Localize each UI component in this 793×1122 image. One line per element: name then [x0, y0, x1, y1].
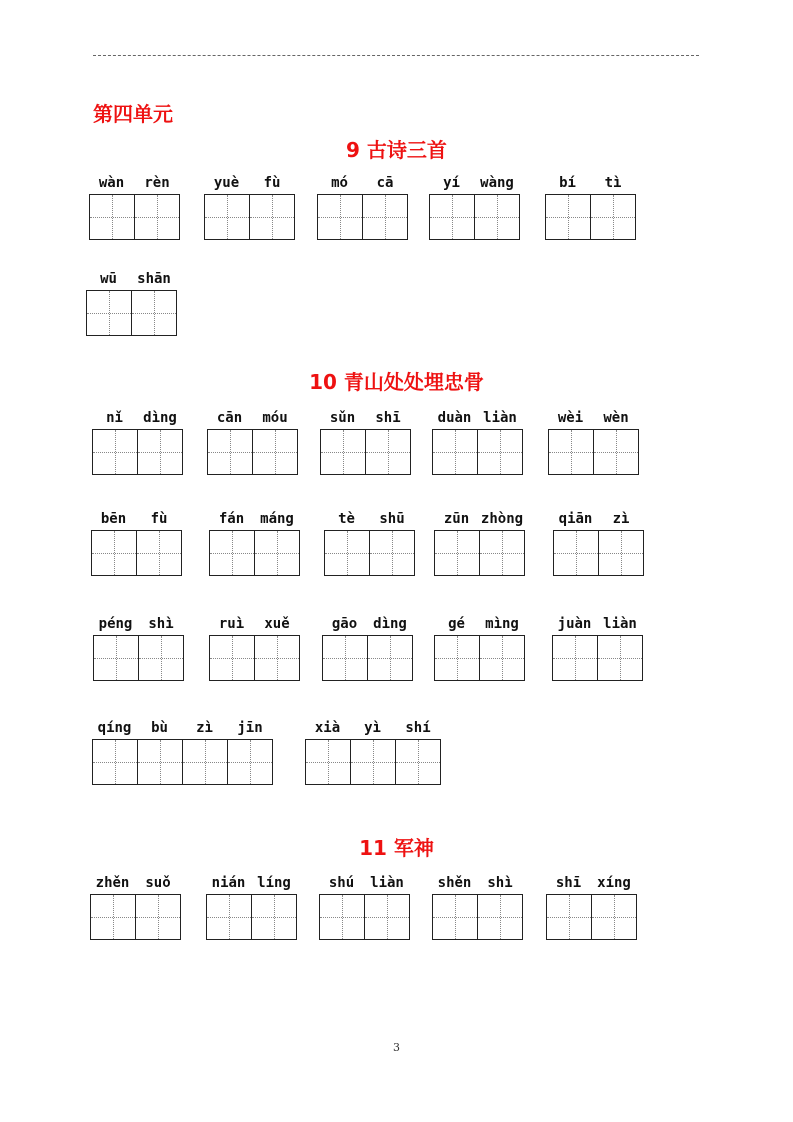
writing-grid	[90, 894, 180, 940]
writing-grid	[89, 194, 179, 240]
tianzige-box[interactable]	[131, 290, 177, 336]
pinyin-syllable: dìng	[373, 616, 407, 632]
pinyin-syllable: bēn	[100, 511, 127, 527]
tianzige-box[interactable]	[477, 429, 523, 475]
tianzige-box[interactable]	[395, 739, 441, 785]
tianzige-box[interactable]	[252, 429, 298, 475]
tianzige-box[interactable]	[593, 429, 639, 475]
pinyin-label	[91, 509, 182, 529]
writing-grid	[553, 530, 643, 576]
tianzige-box[interactable]	[320, 429, 366, 475]
pinyin-syllable: líng	[257, 875, 291, 891]
pinyin-syllable: tì	[604, 175, 622, 191]
pinyin-syllable: xuě	[264, 616, 290, 632]
tianzige-box[interactable]	[251, 894, 297, 940]
tianzige-box[interactable]	[136, 530, 182, 576]
writing-grid	[92, 739, 272, 785]
tianzige-box[interactable]	[319, 894, 365, 940]
writing-grid	[204, 194, 294, 240]
pinyin-syllable: wèi	[557, 410, 584, 426]
tianzige-box[interactable]	[364, 894, 410, 940]
pinyin-syllable: cān	[216, 410, 243, 426]
unit-title: 第四单元	[93, 102, 173, 126]
tianzige-box[interactable]	[432, 894, 478, 940]
tianzige-box[interactable]	[432, 429, 478, 475]
tianzige-box[interactable]	[89, 194, 135, 240]
writing-grid	[92, 429, 182, 475]
pinyin-label	[320, 408, 411, 428]
writing-grid	[548, 429, 638, 475]
pinyin-label	[204, 173, 295, 193]
writing-grid	[432, 429, 522, 475]
pinyin-syllable: wū	[100, 271, 117, 287]
tianzige-box[interactable]	[477, 894, 523, 940]
writing-grid	[305, 739, 440, 785]
pinyin-label	[92, 408, 183, 428]
writing-grid	[209, 530, 299, 576]
pinyin-syllable: yì	[364, 720, 381, 736]
tianzige-box[interactable]	[429, 194, 475, 240]
tianzige-box[interactable]	[92, 429, 138, 475]
writing-grid	[432, 894, 522, 940]
tianzige-box[interactable]	[591, 894, 637, 940]
pinyin-syllable: shì	[487, 875, 513, 891]
tianzige-box[interactable]	[93, 635, 139, 681]
tianzige-box[interactable]	[207, 429, 253, 475]
writing-grid	[206, 894, 296, 940]
pinyin-label	[429, 173, 520, 193]
tianzige-box[interactable]	[479, 635, 525, 681]
tianzige-box[interactable]	[365, 429, 411, 475]
writing-grid	[546, 894, 636, 940]
pinyin-label	[90, 873, 181, 893]
writing-grid	[209, 635, 299, 681]
pinyin-syllable: ruì	[218, 616, 245, 632]
pinyin-syllable: yí	[443, 175, 460, 191]
writing-grid	[552, 635, 642, 681]
tianzige-box[interactable]	[545, 194, 591, 240]
pinyin-syllable: shī	[375, 410, 401, 426]
tianzige-box[interactable]	[137, 429, 183, 475]
pinyin-label	[89, 173, 180, 193]
pinyin-syllable: shì	[148, 616, 174, 632]
pinyin-syllable: fù	[150, 511, 168, 527]
pinyin-label	[305, 718, 441, 738]
writing-grid	[322, 635, 412, 681]
pinyin-label	[432, 408, 523, 428]
pinyin-syllable: shān	[137, 271, 171, 287]
pinyin-syllable: jīn	[237, 720, 263, 736]
tianzige-box[interactable]	[324, 530, 370, 576]
pinyin-syllable: gé	[448, 616, 465, 632]
writing-grid	[86, 290, 176, 336]
pinyin-syllable: tè	[338, 511, 355, 527]
pinyin-label	[86, 269, 177, 289]
pinyin-syllable: gāo	[331, 616, 358, 632]
pinyin-syllable: nǐ	[106, 410, 123, 426]
tianzige-box[interactable]	[138, 635, 184, 681]
tianzige-box[interactable]	[362, 194, 408, 240]
pinyin-syllable: suǒ	[145, 875, 171, 891]
pinyin-syllable: zì	[196, 720, 213, 736]
pinyin-syllable: xià	[314, 720, 341, 736]
pinyin-syllable: zūn	[443, 511, 470, 527]
pinyin-syllable: juàn	[557, 616, 592, 632]
pinyin-syllable: shú	[328, 875, 355, 891]
pinyin-label	[319, 873, 410, 893]
tianzige-box[interactable]	[91, 530, 137, 576]
tianzige-box[interactable]	[90, 894, 136, 940]
tianzige-box[interactable]	[182, 739, 228, 785]
tianzige-box[interactable]	[86, 290, 132, 336]
pinyin-label	[209, 509, 300, 529]
pinyin-syllable: shěn	[437, 875, 472, 891]
pinyin-label	[92, 718, 273, 738]
tianzige-box[interactable]	[249, 194, 295, 240]
pinyin-label	[546, 873, 637, 893]
pinyin-label	[322, 614, 413, 634]
pinyin-syllable: zhěn	[95, 875, 130, 891]
tianzige-box[interactable]	[369, 530, 415, 576]
pinyin-label	[432, 873, 523, 893]
pinyin-label	[552, 614, 643, 634]
pinyin-syllable: liàn	[603, 616, 637, 632]
writing-grid	[324, 530, 414, 576]
tianzige-box[interactable]	[254, 530, 300, 576]
writing-grid	[434, 635, 524, 681]
tianzige-box[interactable]	[350, 739, 396, 785]
pinyin-label	[93, 614, 184, 634]
pinyin-syllable: cā	[376, 175, 394, 191]
header-dashed-line	[93, 55, 699, 56]
tianzige-box[interactable]	[209, 635, 255, 681]
tianzige-box[interactable]	[434, 530, 480, 576]
tianzige-box[interactable]	[598, 530, 644, 576]
tianzige-box[interactable]	[305, 739, 351, 785]
tianzige-box[interactable]	[552, 635, 598, 681]
pinyin-label	[324, 509, 415, 529]
writing-grid	[545, 194, 635, 240]
pinyin-syllable: wàng	[480, 175, 514, 191]
pinyin-syllable: shí	[405, 720, 431, 736]
pinyin-syllable: duàn	[437, 410, 472, 426]
pinyin-syllable: nián	[211, 875, 246, 891]
lesson-title-10: 10 青山处处埋忠骨	[309, 370, 484, 394]
tianzige-box[interactable]	[474, 194, 520, 240]
pinyin-syllable: bù	[151, 720, 168, 736]
writing-grid	[91, 530, 181, 576]
lesson-title-9: 9 古诗三首	[346, 138, 447, 162]
pinyin-label	[207, 408, 298, 428]
pinyin-syllable: liàn	[370, 875, 404, 891]
tianzige-box[interactable]	[254, 635, 300, 681]
tianzige-box[interactable]	[546, 894, 592, 940]
pinyin-syllable: sǔn	[329, 410, 356, 426]
pinyin-syllable: liàn	[483, 410, 517, 426]
tianzige-box[interactable]	[590, 194, 636, 240]
pinyin-syllable: mó	[331, 175, 348, 191]
tianzige-box[interactable]	[553, 530, 599, 576]
pinyin-syllable: qíng	[97, 720, 132, 736]
writing-grid	[317, 194, 407, 240]
pinyin-syllable: fán	[218, 511, 245, 527]
pinyin-syllable: wàn	[98, 175, 125, 191]
writing-grid	[319, 894, 409, 940]
tianzige-box[interactable]	[227, 739, 273, 785]
pinyin-syllable: fù	[263, 175, 281, 191]
pinyin-syllable: máng	[260, 511, 294, 527]
pinyin-syllable: zhòng	[480, 511, 524, 527]
tianzige-box[interactable]	[92, 739, 138, 785]
pinyin-syllable: qiān	[558, 511, 593, 527]
pinyin-syllable: shū	[379, 511, 405, 527]
pinyin-syllable: zì	[612, 511, 630, 527]
pinyin-label	[209, 614, 300, 634]
lesson-title-11: 11 军神	[359, 836, 434, 860]
tianzige-box[interactable]	[548, 429, 594, 475]
pinyin-syllable: móu	[262, 410, 288, 426]
pinyin-syllable: mìng	[485, 616, 519, 632]
tianzige-box[interactable]	[317, 194, 363, 240]
tianzige-box[interactable]	[597, 635, 643, 681]
tianzige-box[interactable]	[434, 635, 480, 681]
writing-grid	[207, 429, 297, 475]
pinyin-label	[545, 173, 636, 193]
pinyin-syllable: xíng	[597, 875, 631, 891]
tianzige-box[interactable]	[134, 194, 180, 240]
pinyin-label	[434, 614, 525, 634]
page-number: 3	[393, 1041, 400, 1054]
writing-grid	[429, 194, 519, 240]
tianzige-box[interactable]	[135, 894, 181, 940]
tianzige-box[interactable]	[479, 530, 525, 576]
pinyin-syllable: wèn	[603, 410, 629, 426]
tianzige-box[interactable]	[209, 530, 255, 576]
pinyin-syllable: péng	[98, 616, 133, 632]
pinyin-syllable: yuè	[213, 175, 240, 191]
tianzige-box[interactable]	[206, 894, 252, 940]
writing-grid	[320, 429, 410, 475]
tianzige-box[interactable]	[322, 635, 368, 681]
pinyin-syllable: bí	[559, 175, 576, 191]
tianzige-box[interactable]	[204, 194, 250, 240]
pinyin-label	[206, 873, 297, 893]
pinyin-syllable: dìng	[143, 410, 177, 426]
writing-grid	[434, 530, 524, 576]
pinyin-label	[317, 173, 408, 193]
pinyin-label	[434, 509, 525, 529]
pinyin-syllable: shī	[555, 875, 582, 891]
writing-grid	[93, 635, 183, 681]
pinyin-label	[548, 408, 639, 428]
pinyin-syllable: rèn	[144, 175, 170, 191]
pinyin-label	[553, 509, 644, 529]
tianzige-box[interactable]	[367, 635, 413, 681]
tianzige-box[interactable]	[137, 739, 183, 785]
